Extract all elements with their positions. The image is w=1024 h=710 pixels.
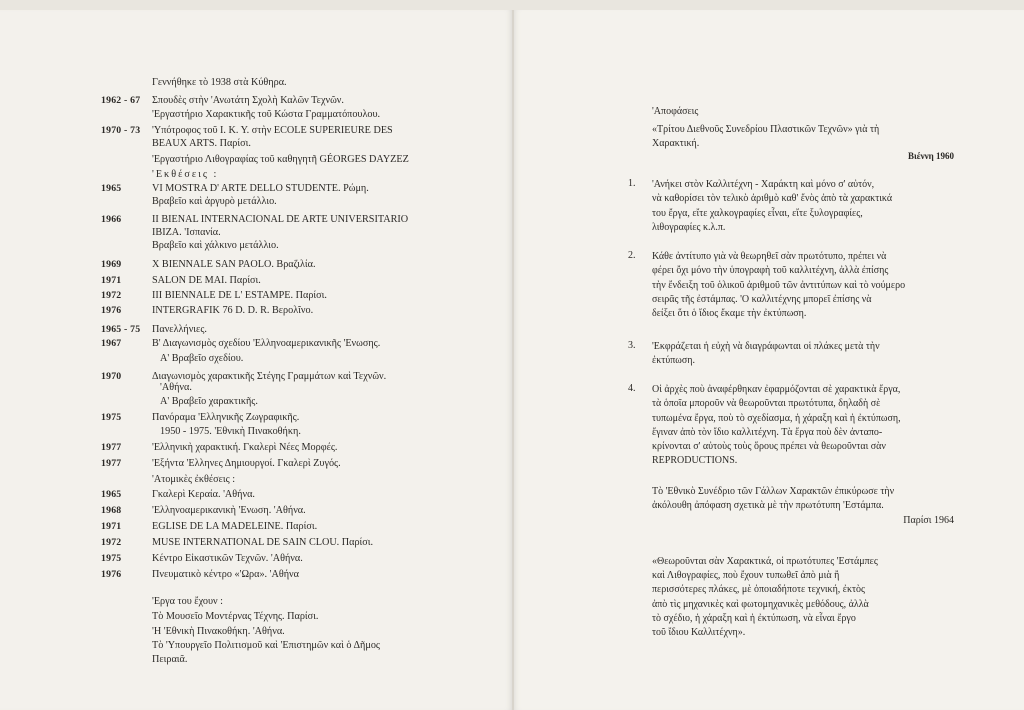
exhibition-line: Διαγωνισμὸς χαρακτικῆς Στέγης Γραμμάτων καὶ Τεχνῶν. xyxy=(152,371,387,382)
year-label: 1976 xyxy=(101,305,122,316)
resolution-line: 'Ανήκει στὸν Καλλιτέχνη - Χαράκτη καὶ μόνο σ' αὐτόν, xyxy=(652,179,875,190)
quote-line: «Θεωροῦνται σὰν Χαρακτικά, οἱ πρωτότυπες 'Εστάμπες xyxy=(652,556,878,567)
resolution-line: 'Εκφράζεται ἡ εὐχὴ νὰ διαγράφωνται οἱ πλάκες μετὰ τὴν xyxy=(652,341,880,352)
exhibition-line: Β' Διαγωνισμὸς σχεδίου 'Ελληνοαμερικανικῆς 'Ενωσης. xyxy=(152,338,381,349)
exhibition-line: 1950 - 1975. 'Εθνικὴ Πινακοθήκη. xyxy=(160,426,301,437)
resolution-item xyxy=(652,383,954,469)
resolutions-title: 'Αποφάσεις xyxy=(652,106,699,117)
endorsement-line: ἀκόλουθη ἀπόφαση σχετικὰ μὲ τὴν πρωτότυπη 'Εστάμπα. xyxy=(652,500,884,512)
resolution-line: σειρᾶς τῆς ἐστάμπας. 'Ο καλλιτέχνης μπορεῖ ἐπίσης νὰ xyxy=(652,293,872,305)
item-number: 2. xyxy=(628,250,636,261)
exhibition-line: Βραβεῖο καὶ ἀργυρὸ μετάλλιο. xyxy=(152,196,277,207)
year-label: 1977 xyxy=(101,458,122,469)
year-label: 1968 xyxy=(101,505,122,516)
exhibition-line: VI MOSTRA D' ARTE DELLO STUDENTE. Ρώμη. xyxy=(152,183,369,194)
solo-line: Πνευματικὸ κέντρο «'Ωρα». 'Αθήνα xyxy=(152,569,299,580)
year-label: 1972 xyxy=(101,537,122,548)
exhibition-line: Πανόραμα 'Ελληνικῆς Ζωγραφικῆς. xyxy=(152,412,300,423)
resolutions-subtitle: «Τρίτου Διεθνοῦς Συνεδρίου Πλαστικῶν Τεχνῶν» γιὰ τὴ xyxy=(652,124,880,135)
solo-line: 'Ελληνοαμερικανικὴ 'Ενωση. 'Αθήνα. xyxy=(152,505,306,516)
bio-line: 'Εργαστήριο Χαρακτικῆς τοῦ Κώστα Γραμματόπουλου. xyxy=(152,109,381,120)
resolution-line: ἐκτύπωση. xyxy=(652,355,695,367)
quote-line: καὶ Λιθογραφίες, ποὺ ἔχουν τυπωθεῖ ἀπὸ μιὰ ἢ xyxy=(652,570,840,582)
year-label: 1976 xyxy=(101,569,122,580)
endorsement-paragraph xyxy=(652,485,954,528)
resolution-line: τὴν ἔνδειξη τοῦ ὁλικοῦ ἀριθμοῦ τῶν ἀντιτύπων καὶ τὸ νούμερο xyxy=(652,279,906,291)
solo-line: Γκαλερὶ Κεραία. 'Αθήνα. xyxy=(152,489,255,500)
exhibition-line: SALON DE MAI. Παρίσι. xyxy=(152,275,261,286)
exhibition-line: Πανελλήνιες. xyxy=(152,324,207,335)
solo-heading: 'Ατομικὲς ἐκθέσεις : xyxy=(152,474,236,485)
quote-line: τὸ σχέδιο, ἡ χάραξη καὶ ἡ ἐκτύπωση, νὰ εἶναι ἔργο xyxy=(652,612,856,624)
exhibition-line: Α' Βραβεῖο χαρακτικῆς. xyxy=(160,396,258,407)
item-number: 1. xyxy=(628,178,636,189)
exhibition-line: INTERGRAFIK 76 D. D. R. Βερολῖνο. xyxy=(152,305,314,316)
works-line: Τὸ 'Υπουργεῖο Πολιτισμοῦ καὶ 'Επιστημῶν καὶ ὁ Δῆμος xyxy=(152,640,380,651)
year-label: 1970 - 73 xyxy=(101,125,141,136)
exhibition-line: 'Αθήνα. xyxy=(160,382,192,393)
exhibitions-heading: 'Εκθέσεις : xyxy=(152,169,219,180)
quote-line: περισσότερες πλάκες, μὲ ὁποιαδήποτε τεχνική, ἐκτὸς xyxy=(652,584,866,596)
exhibition-line: 'Εξήντα 'Ελληνες Δημιουργοί. Γκαλερὶ Ζυγός. xyxy=(152,458,341,469)
solo-line: Κέντρο Εἰκαστικῶν Τεχνῶν. 'Αθήνα. xyxy=(152,553,303,564)
exhibition-line: IBIZA. 'Ισπανία. xyxy=(152,227,221,238)
resolution-line: τυπωμένα ἔργα, ποὺ τὸ σχεδίασμα, ἡ χάραξη καὶ ἡ ἐκτύπωση, xyxy=(652,412,901,424)
resolution-item xyxy=(652,178,954,235)
works-heading: 'Εργα του ἔχουν : xyxy=(152,596,224,607)
solo-line: MUSE INTERNATIONAL DE SAIN CLOU. Παρίσι. xyxy=(152,537,374,548)
resolution-line: τὰ ὁποῖα μποροῦν νὰ θεωροῦνται πρωτότυπα, δηλαδὴ σὲ xyxy=(652,398,881,410)
year-label: 1967 xyxy=(101,338,122,349)
resolution-line: του ἔργα, εἴτε χαλκογραφίες εἶναι, εἴτε ξυλογραφίες, xyxy=(652,207,863,219)
year-label: 1972 xyxy=(101,290,122,301)
exhibition-line: 'Ελληνικὴ χαρακτική. Γκαλερὶ Νέες Μορφές. xyxy=(152,442,338,453)
quote-paragraph xyxy=(652,555,954,640)
exhibition-line: II BIENAL INTERNACIONAL DE ARTE UNIVERSITARIO xyxy=(152,214,409,225)
exhibition-line: X BIENNALE SAN PAOLO. Βραζιλία. xyxy=(152,259,316,270)
works-line: 'Η 'Εθνικὴ Πινακοθήκη. 'Αθήνα. xyxy=(152,626,285,637)
year-label: 1965 - 75 xyxy=(101,324,141,335)
exhibition-line: Βραβεῖο καὶ χάλκινο μετάλλιο. xyxy=(152,240,279,251)
works-line: Πειραιᾶ. xyxy=(152,654,188,665)
year-label: 1966 xyxy=(101,214,122,225)
year-label: 1977 xyxy=(101,442,122,453)
resolution-line: κρίνονται σ' αὐτοὺς τοὺς ὅρους πρέπει νὰ θεωροῦνται σὰν xyxy=(652,441,886,453)
year-label: 1965 xyxy=(101,489,122,500)
quote-line: ἀπὸ τὶς μηχανικὲς καὶ φωτομηχανικὲς μεθόδους, ἀλλὰ xyxy=(652,598,869,610)
resolution-line: ἔγιναν ἀπὸ τὸν ἴδιο καλλιτέχνη. Τὰ ἔργα ποὺ δὲν ἀνταπο- xyxy=(652,426,883,438)
resolutions-subtitle: Χαρακτική. xyxy=(652,138,700,149)
exhibition-line: III BIENNALE DE L' ESTAMPE. Παρίσι. xyxy=(152,290,327,301)
year-label: 1971 xyxy=(101,521,122,532)
quote-line: τοῦ ἴδιου Καλλιτέχνη». xyxy=(652,627,746,639)
year-label: 1962 - 67 xyxy=(101,95,141,106)
endorsement-line: Τὸ 'Εθνικὸ Συνέδριο τῶν Γάλλων Χαρακτῶν ἐπικύρωσε τὴν xyxy=(652,486,895,497)
year-label: 1975 xyxy=(101,412,122,423)
resolution-line: Κάθε ἀντίτυπο γιὰ νὰ θεωρηθεῖ σὰν πρωτότυπο, πρέπει νὰ xyxy=(652,251,887,262)
place-date: Βιέννη 1960 xyxy=(907,151,954,161)
resolution-item xyxy=(652,340,954,369)
year-label: 1965 xyxy=(101,183,122,194)
item-number: 4. xyxy=(628,383,636,394)
resolution-item xyxy=(652,250,954,321)
resolution-line: Οἱ ἀρχὲς ποὺ ἀναφέρθηκαν ἐφαρμόζονται σὲ χαρακτικὰ ἔργα, xyxy=(652,384,901,395)
resolution-line: φέρει ὄχι μόνο τὴν ὑπογραφὴ τοῦ καλλιτέχνη, ἀλλὰ ἐπίσης xyxy=(652,265,889,277)
year-label: 1970 xyxy=(101,371,122,382)
resolution-line: νὰ καθορίσει τὸν τελικὸ ἀριθμὸ καθ' ἕνὸς ἀπὸ τὰ χαρακτικά xyxy=(652,193,893,205)
works-line: Τὸ Μουσεῖο Μοντέρνας Τέχνης. Παρίσι. xyxy=(152,611,319,622)
solo-line: EGLISE DE LA MADELEINE. Παρίσι. xyxy=(152,521,318,532)
bio-line: 'Υπότροφος τοῦ Ι. Κ. Υ. στὴν ECOLE SUPERIEURE DES xyxy=(152,125,393,136)
year-label: 1969 xyxy=(101,259,122,270)
resolution-line: λιθογραφίες κ.λ.π. xyxy=(652,221,726,233)
birth-line: Γεννήθηκε τὸ 1938 στὰ Κύθηρα. xyxy=(152,77,287,88)
bio-line: BEAUX ARTS. Παρίσι. xyxy=(152,138,251,149)
exhibition-line: Α' Βραβεῖο σχεδίου. xyxy=(160,353,244,364)
year-label: 1975 xyxy=(101,553,122,564)
resolution-line: δείξει ὅτι ὁ ἴδιος ἔκαμε τὴν ἐκτύπωση. xyxy=(652,308,807,320)
page-fold xyxy=(512,10,514,710)
year-label: 1971 xyxy=(101,275,122,286)
item-number: 3. xyxy=(628,340,636,351)
resolution-line: REPRODUCTIONS. xyxy=(652,455,738,467)
endorsement-place: Παρίσι 1964 xyxy=(903,514,954,526)
bio-line: Σπουδὲς στὴν 'Ανωτάτη Σχολὴ Καλῶν Τεχνῶν. xyxy=(152,95,344,106)
bio-line: 'Εργαστήριο Λιθογραφίας τοῦ καθηγητῆ GÉORGES DAYZEZ xyxy=(152,154,409,165)
